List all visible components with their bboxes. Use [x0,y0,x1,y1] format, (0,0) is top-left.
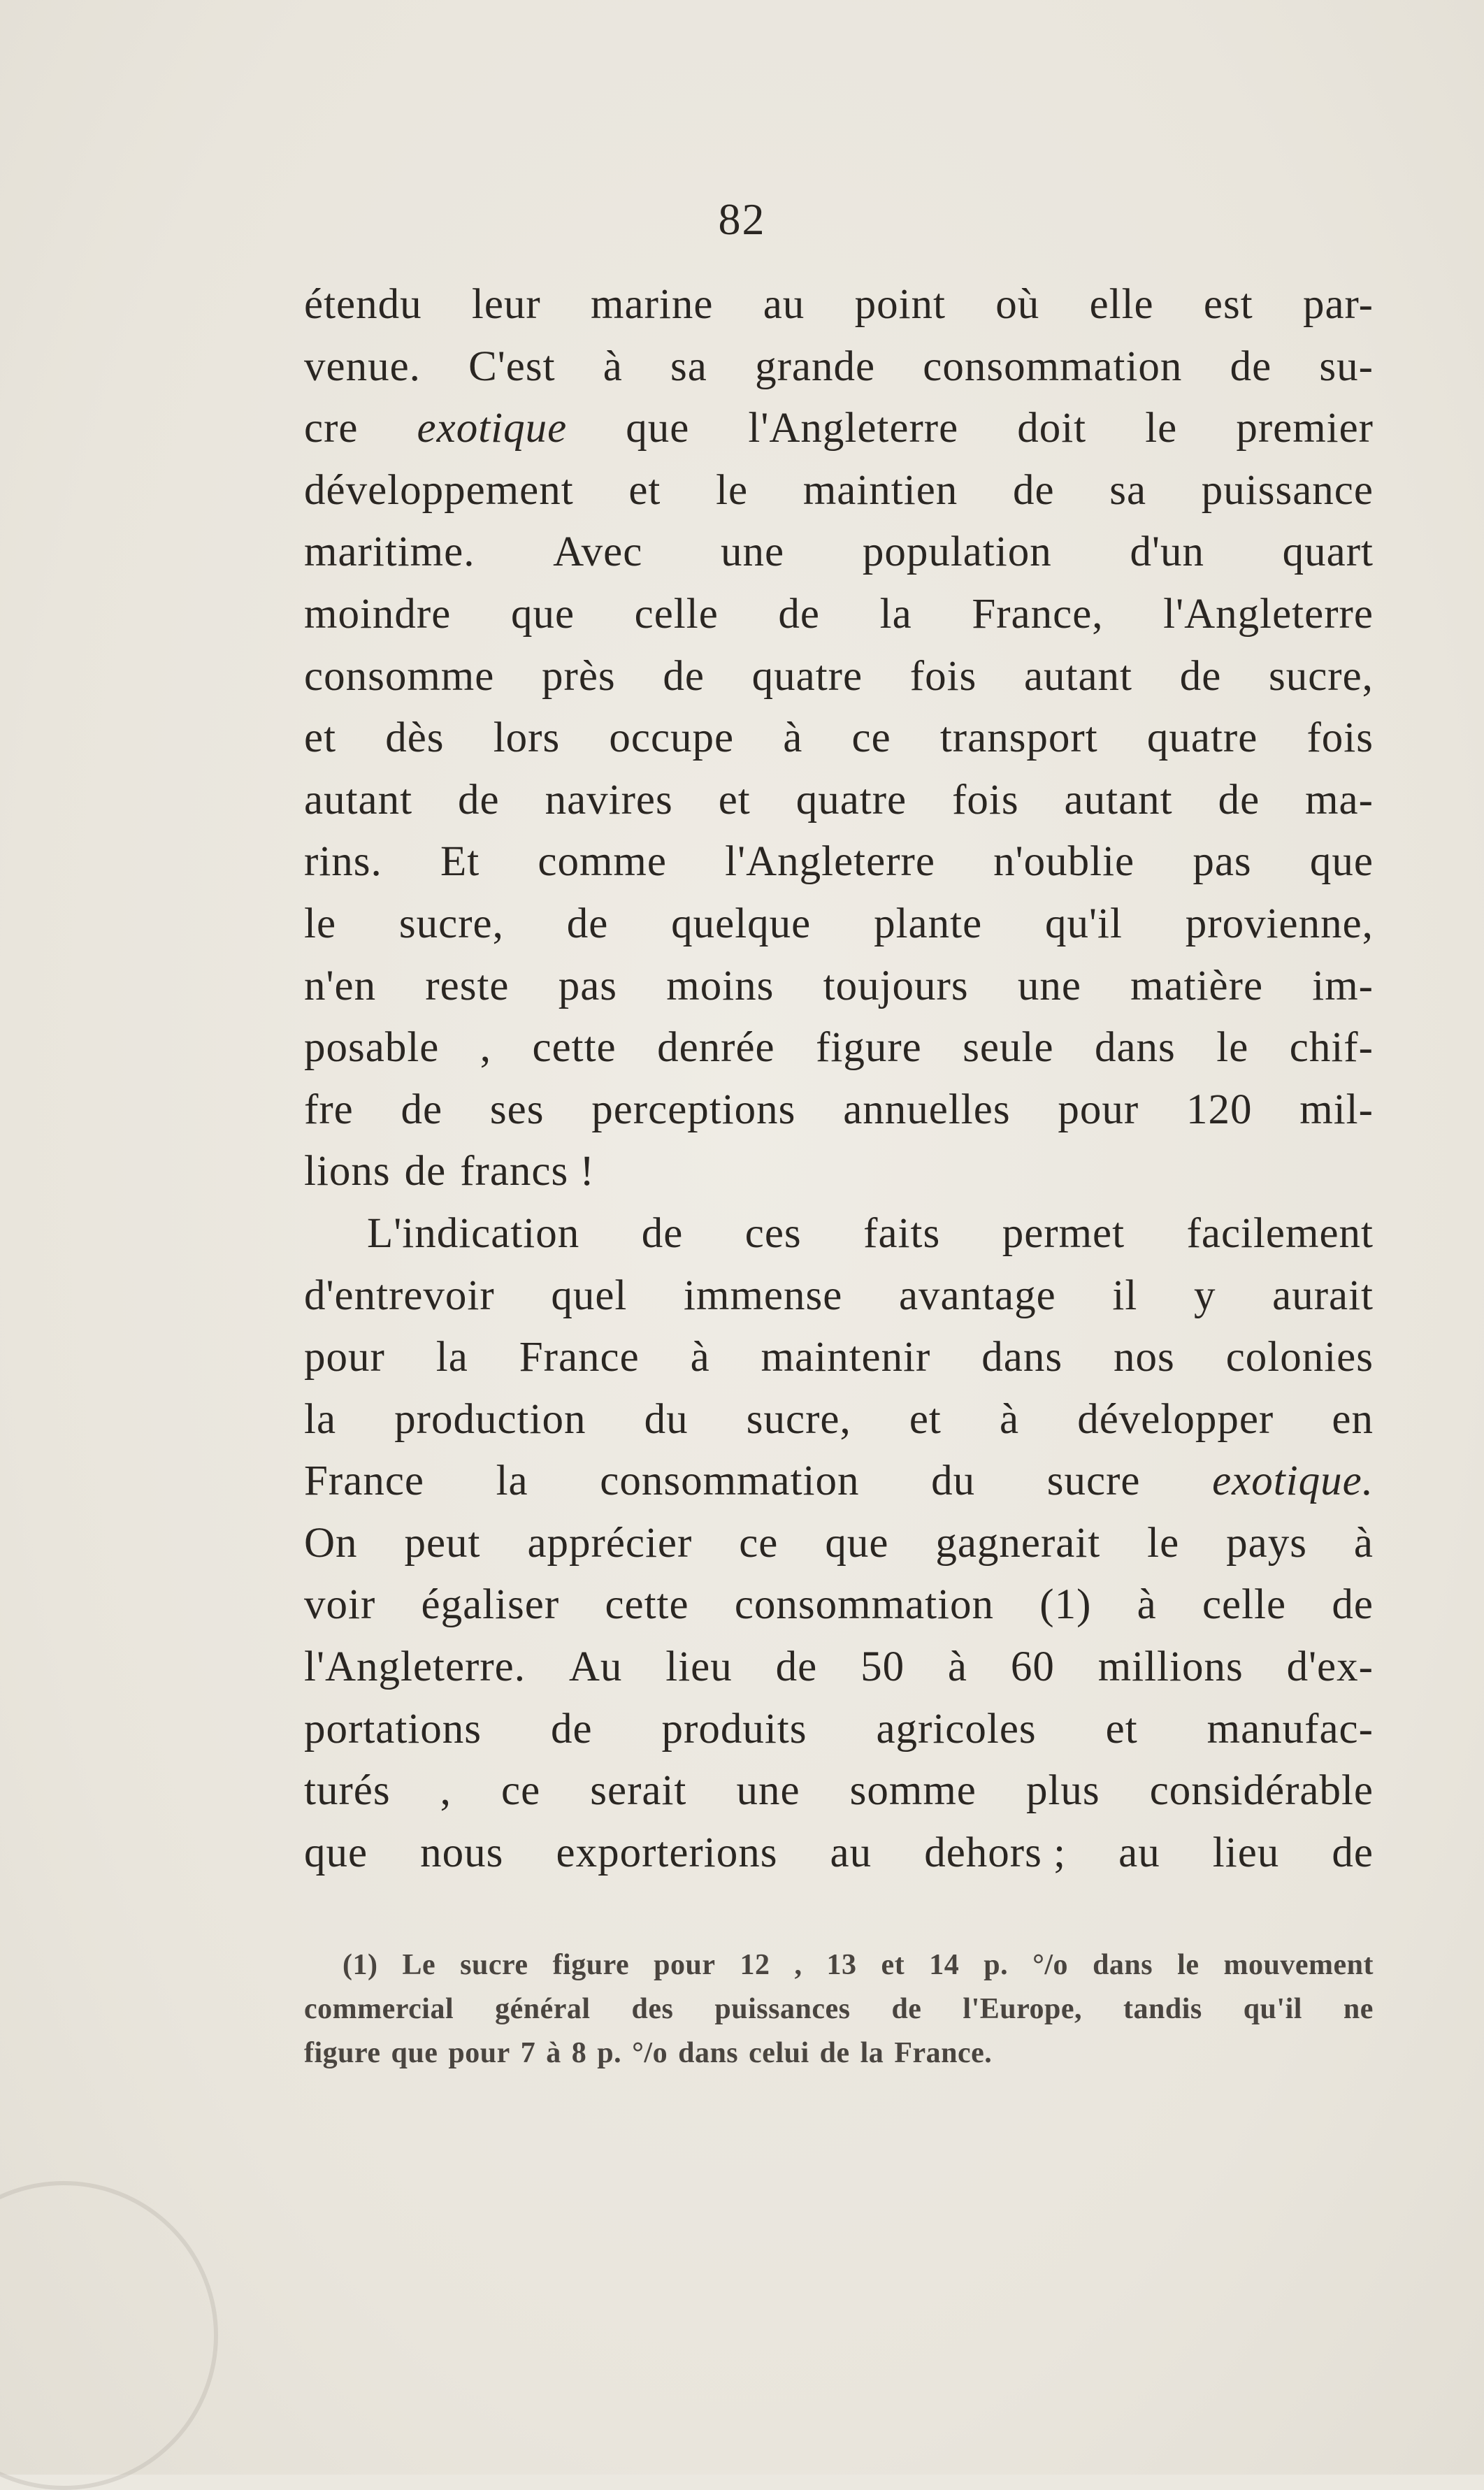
word: consomme [304,652,495,700]
word: celle [1202,1581,1287,1629]
footnote-word: des [631,1993,674,2025]
text-line [304,1699,1374,1761]
footnote-line [304,1943,1374,1987]
word: de [1230,343,1272,390]
word: population [862,528,1052,576]
word: le [304,900,337,947]
word: cette [532,1024,617,1072]
word: consommation [600,1458,860,1505]
word: du [931,1458,976,1505]
word: de [1218,776,1260,823]
text-line [304,1760,1374,1822]
word: avantage [898,1272,1056,1319]
footnote-word: de [819,2037,850,2069]
word: le [1145,405,1178,452]
word: quart [1282,528,1374,576]
footnote-word: mouvement [1223,1949,1374,1981]
word: voir [304,1581,376,1629]
word: à [1137,1581,1157,1629]
word: toujours [823,962,969,1009]
word: rins. [304,838,382,886]
footnote-line [304,1987,1374,2031]
word: lions [304,1148,391,1195]
word: maintenir [761,1334,931,1381]
word: y [1193,1272,1216,1319]
word: 50 [860,1643,905,1691]
footnote-word: p. [597,2037,622,2069]
library-stamp-mark [0,2181,218,2490]
word: elle [1089,281,1154,328]
text-line [304,1141,1374,1203]
word: L'indication [367,1209,580,1257]
footnote-word: le [1177,1949,1200,1981]
word: au [830,1829,872,1876]
footnote-word: Le [402,1949,436,1981]
word: comme [538,838,667,886]
word: pour [1058,1086,1139,1133]
word: ma- [1305,776,1374,823]
word: venue. [304,343,421,390]
word: l'Angleterre. [304,1643,526,1691]
word: à [690,1334,710,1381]
text-line [304,956,1374,1018]
word: au [763,281,805,328]
word: posable [304,1024,440,1072]
word: dans [981,1334,1063,1381]
text-line [304,274,1374,336]
word: autant [304,776,413,823]
word: dans [1094,1024,1176,1072]
footnote-line [304,2031,1374,2075]
word: pays [1226,1519,1307,1567]
word: sa [670,343,707,390]
word: qu'il [1045,900,1123,947]
word: Au [568,1643,623,1691]
word: la [496,1458,528,1505]
word: et [304,714,337,762]
page-number: 82 [718,194,766,244]
word: d'entrevoir [304,1272,495,1319]
word: transport [939,714,1098,762]
text-line [304,1636,1374,1699]
word: le [1147,1519,1180,1567]
word: fois [1306,714,1374,762]
word: plante [874,900,983,947]
footnote [304,1943,1374,2075]
word: n'oublie [993,838,1135,886]
text-line [304,1574,1374,1636]
text-line [304,893,1374,956]
word: l'Angleterre [725,838,935,886]
word: de [401,1086,443,1133]
footnote-word: °/o [1032,1949,1069,1981]
word: nous [420,1829,504,1876]
word: C'est [468,343,556,390]
word: de [550,1705,593,1753]
footnote-word: général [495,1993,591,2025]
word: occupe [609,714,735,762]
footnote-word: celui [749,2037,809,2069]
word: par- [1302,281,1374,328]
word: reste [425,962,510,1009]
word: serait [590,1767,687,1815]
word: exotique. [1212,1458,1374,1505]
word: faits [863,1209,941,1257]
footnote-word: et [881,1949,905,1981]
word: aurait [1272,1272,1374,1319]
word: sucre, [1268,652,1374,700]
word: de [404,1148,447,1195]
footnote-word: qu'il [1243,1993,1302,2025]
text-line [304,1822,1374,1885]
word: où [995,281,1040,328]
word: d'un [1130,528,1204,576]
word: pas [1193,838,1252,886]
word: de [775,1643,818,1691]
word: maintien [802,466,958,514]
word: sucre, [398,900,504,947]
word: pour [304,1334,385,1381]
word: consommation [923,343,1183,390]
word: sucre, [746,1395,851,1443]
word: dès [385,714,445,762]
word: lieu [665,1643,733,1691]
word: nos [1114,1334,1175,1381]
footnote-word: dans [678,2037,739,2069]
word: à [947,1643,967,1691]
text-line [304,831,1374,893]
word: apprécier [527,1519,693,1567]
word: le [1216,1024,1249,1072]
word: de [458,776,500,823]
word: de [1012,466,1055,514]
word: lieu [1212,1829,1280,1876]
text-line [304,1017,1374,1079]
footnote-word: , [794,1949,802,1981]
word: l'Angleterre [1163,590,1374,638]
word: de [1332,1581,1374,1629]
word: la [879,590,912,638]
footnote-word: que [391,2037,438,2069]
footnote-word: à [546,2037,561,2069]
footnote-word: p. [984,1949,1009,1981]
paragraph [304,274,1374,1203]
text-line [304,1389,1374,1451]
text-line [304,460,1374,522]
word: France, [972,590,1104,638]
word: du [644,1395,689,1443]
word: pas [558,962,618,1009]
text-line [304,336,1374,398]
word: agricoles [876,1705,1037,1753]
word: autant [1023,652,1132,700]
word: produits [661,1705,807,1753]
word: de [566,900,609,947]
footnote-word: puissances [714,1993,851,2025]
word: colonies [1225,1334,1374,1381]
word: à [1000,1395,1020,1443]
word: ce [851,714,891,762]
text-line [304,521,1374,584]
text-line [304,1079,1374,1142]
footnote-word: de [891,1993,922,2025]
word: (1) [1039,1581,1092,1629]
word: près [542,652,616,700]
text-line [304,1513,1374,1575]
word: quatre [1146,714,1258,762]
word: On [304,1519,358,1567]
word: marine [591,281,714,328]
word: sa [1109,466,1147,514]
word: turés [304,1767,391,1815]
word: développement [304,466,574,514]
word: que [825,1519,889,1567]
word: France [519,1334,640,1381]
word: peut [404,1519,481,1567]
word: matière [1130,962,1264,1009]
word: fois [952,776,1019,823]
footnote-word: 7 [520,2037,536,2069]
word: de [1179,652,1222,700]
word: chif- [1289,1024,1374,1072]
footnote-word: commercial [304,1993,454,2025]
word: à [1353,1519,1374,1567]
word: fois [909,652,977,700]
word: il [1112,1272,1138,1319]
text-line [304,1265,1374,1327]
word: maritime. [304,528,475,576]
word: et [718,776,751,823]
word: au [1118,1829,1160,1876]
word: im- [1312,962,1374,1009]
word: et [628,466,661,514]
word: de [778,590,820,638]
text-line [304,584,1374,646]
word: 60 [1010,1643,1055,1691]
word: perceptions [591,1086,796,1133]
footnote-word: l'Europe, [963,1993,1083,2025]
word: en [1332,1395,1374,1443]
word: dehors ; [924,1829,1067,1876]
word: doit [1017,405,1087,452]
text-line [304,770,1374,832]
word: production [394,1395,586,1443]
word: à [603,343,623,390]
word: provienne, [1185,900,1374,947]
word: la [435,1334,468,1381]
word: quelque [671,900,812,947]
word: ce [501,1767,541,1815]
word: immense [684,1272,843,1319]
word: égaliser [421,1581,560,1629]
word: fre [304,1086,354,1133]
word: et [909,1395,942,1443]
word: somme [849,1767,977,1815]
footnote-word: pour [654,1949,716,1981]
word: quel [551,1272,628,1319]
text-line [304,1327,1374,1389]
word: la [304,1395,337,1443]
word: mil- [1299,1086,1374,1133]
word: leur [471,281,541,328]
word: que [1309,838,1374,886]
word: francs ! [460,1148,595,1195]
word: Et [440,838,480,886]
word: que [510,590,575,638]
footnote-word: France. [894,2037,993,2069]
footnote-word: 12 [740,1949,770,1981]
word: puissance [1201,466,1374,514]
word: de [1332,1829,1374,1876]
text-line [304,1203,1374,1265]
word: annuelles [843,1086,1011,1133]
text-line [304,646,1374,708]
footnote-word: dans [1093,1949,1153,1981]
word: exporterions [556,1829,778,1876]
word: sucre [1046,1458,1141,1505]
word: cre [304,405,359,452]
word: de [663,652,705,700]
word: ses [489,1086,545,1133]
footnote-word: 14 [929,1949,960,1981]
text-line [304,1451,1374,1513]
word: France [304,1458,424,1505]
word: navires [545,776,673,823]
footnote-word: sucre [460,1949,528,1981]
word: portations [304,1705,482,1753]
word: plus [1025,1767,1100,1815]
word: d'ex- [1286,1643,1374,1691]
footnote-word: °/o [632,2037,668,2069]
footnote-word: 13 [826,1949,857,1981]
word: et [1105,1705,1138,1753]
word: , [480,1024,492,1072]
footnote-word: tandis [1123,1993,1202,2025]
word: moindre [304,590,452,638]
word: ces [744,1209,802,1257]
word: gagnerait [935,1519,1101,1567]
word: grande [755,343,876,390]
word: seule [963,1024,1054,1072]
word: su- [1319,343,1374,390]
footnote-word: la [860,2037,884,2069]
body-text [304,274,1374,1884]
footnote-word: (1) [343,1949,378,1981]
word: quatre [795,776,907,823]
text-line [304,707,1374,770]
word: consommation [734,1581,994,1629]
word: le [716,466,749,514]
word: une [736,1767,800,1815]
word: quatre [751,652,863,700]
text-line [304,398,1374,460]
word: développer [1077,1395,1274,1443]
footnote-word: figure [552,1949,630,1981]
paragraph [304,1203,1374,1885]
word: est [1203,281,1253,328]
word: Avec [553,528,643,576]
word: premier [1236,405,1374,452]
word: considérable [1149,1767,1374,1815]
word: que [304,1829,368,1876]
word: celle [634,590,719,638]
word: étendu [304,281,422,328]
footnote-word: pour [448,2037,510,2069]
word: facilement [1186,1209,1374,1257]
word: , [440,1767,452,1815]
footnote-word: 8 [571,2037,587,2069]
word: lors [493,714,561,762]
word: figure [816,1024,922,1072]
word: à [783,714,803,762]
word: ce [739,1519,779,1567]
word: denrée [657,1024,775,1072]
word: de [641,1209,684,1257]
footnote-word: figure [304,2037,381,2069]
word: autant [1064,776,1173,823]
word: permet [1002,1209,1125,1257]
word: que [626,405,690,452]
footnote-word: ne [1343,1993,1374,2025]
word: n'en [304,962,377,1009]
word: 120 [1186,1086,1253,1133]
word: moins [666,962,775,1009]
word: l'Angleterre [748,405,959,452]
word: manufac- [1206,1705,1374,1753]
word: une [721,528,785,576]
word: cette [605,1581,689,1629]
word: millions [1097,1643,1244,1691]
word: exotique [417,405,568,452]
word: point [854,281,946,328]
word: une [1017,962,1081,1009]
